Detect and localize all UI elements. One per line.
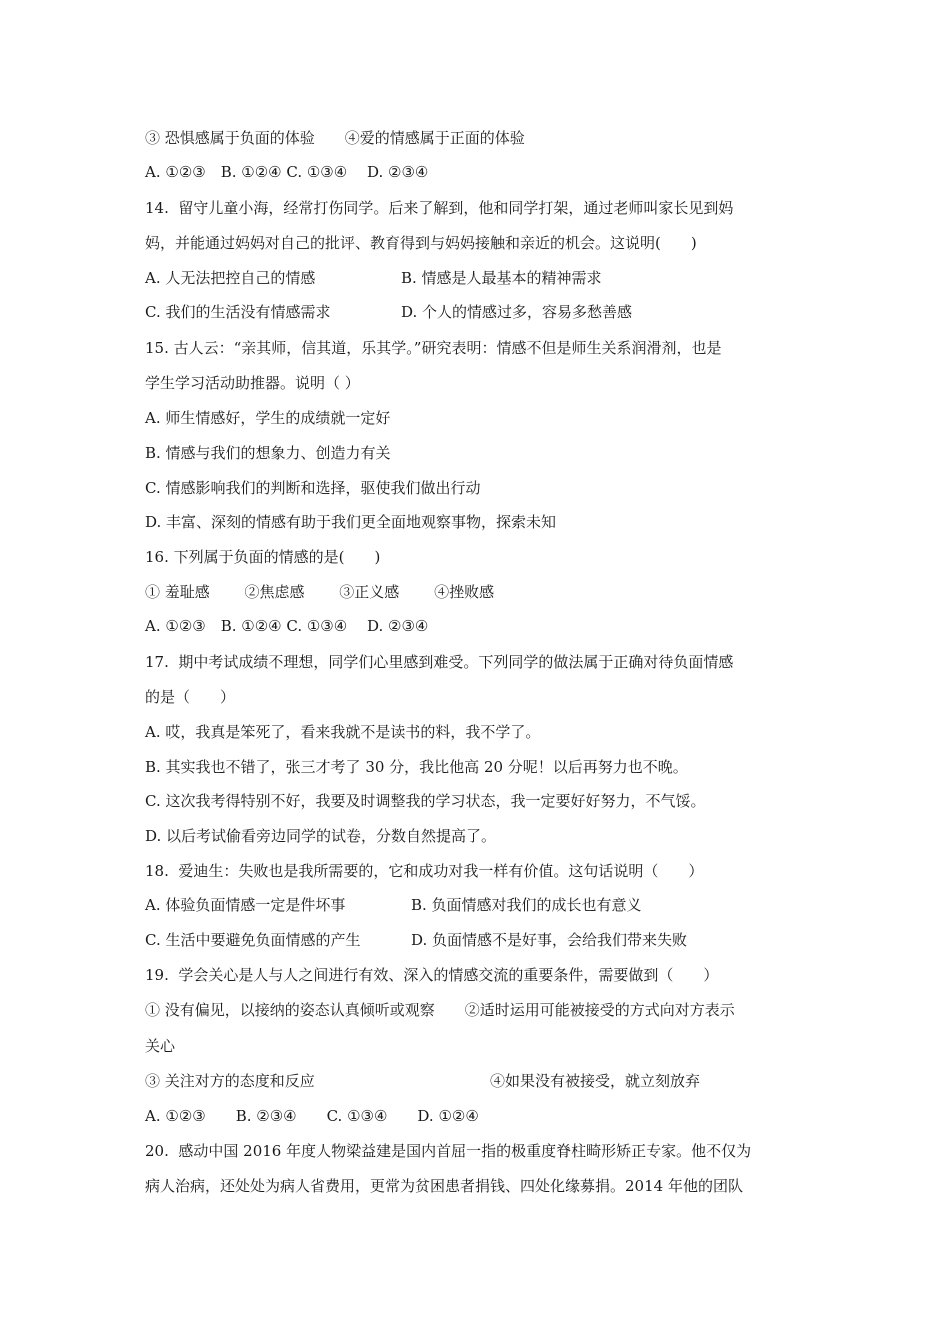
q20-stem-line2: 病人治病，还处处为病人省费用，更常为贫困患者捐钱、四处化缘募捐。2014 年他的团队	[145, 1177, 743, 1195]
q15-option-c: C. 情感影响我们的判断和选择，驱使我们做出行动	[145, 479, 481, 497]
q18-option-d: D. 负面情感不是好事，会给我们带来失败	[411, 931, 688, 949]
q15-option-a: A. 师生情感好，学生的成绩就一定好	[145, 409, 391, 427]
q19-items-line2: 关心	[145, 1037, 176, 1055]
q18-option-c: C. 生活中要避免负面情感的产生	[145, 931, 361, 949]
q18-option-a: A. 体验负面情感一定是件坏事	[145, 896, 346, 914]
q14-stem-line1: 14. 留守儿童小海，经常打伤同学。后来了解到，他和同学打架，通过老师叫家长见到妈	[145, 199, 734, 217]
q18-option-b: B. 负面情感对我们的成长也有意义	[411, 896, 642, 914]
q17-option-d: D. 以后考试偷看旁边同学的试卷，分数自然提高了。	[145, 827, 497, 845]
q14-option-b: B. 情感是人最基本的精神需求	[401, 269, 602, 287]
q17-option-a: A. 哎，我真是笨死了，看来我就不是读书的料，我不学了。	[145, 723, 541, 741]
q15-option-d: D. 丰富、深刻的情感有助于我们更全面地观察事物，探索未知	[145, 513, 557, 531]
q19-options: A. ①②③ B. ②③④ C. ①③④ D. ①②④	[145, 1107, 479, 1125]
q15-stem-line2: 学生学习活动助推器。说明（ ）	[145, 374, 360, 392]
q17-stem-line2: 的是（ ）	[145, 688, 236, 706]
q19-stem: 19. 学会关心是人与人之间进行有效、深入的情感交流的重要条件，需要做到（ ）	[145, 966, 719, 984]
q19-item-3: ③ 关注对方的态度和反应	[145, 1072, 315, 1090]
q19-item-4: ④如果没有被接受，就立刻放弃	[490, 1072, 701, 1090]
q15-option-b: B. 情感与我们的想象力、创造力有关	[145, 444, 391, 462]
q19-items-line1: ① 没有偏见，以接纳的姿态认真倾听或观察 ②适时运用可能被接受的方式向对方表示	[145, 1001, 735, 1019]
q17-stem-line1: 17. 期中考试成绩不理想，同学们心里感到难受。下列同学的做法属于正确对待负面情感	[145, 653, 734, 671]
q14-option-a: A. 人无法把控自己的情感	[145, 269, 316, 287]
q14-option-d: D. 个人的情感过多，容易多愁善感	[401, 303, 633, 321]
q15-stem-line1: 15. 古人云：“亲其师，信其道，乐其学。”研究表明：情感不但是师生关系润滑剂，也是	[145, 339, 722, 357]
q17-option-c: C. 这次我考得特别不好，我要及时调整我的学习状态，我一定要好好努力，不气馁。	[145, 792, 706, 810]
q14-stem-line2: 妈，并能通过妈妈对自己的批评、教育得到与妈妈接触和亲近的机会。这说明( )	[145, 234, 697, 252]
q17-option-b: B. 其实我也不错了，张三才考了 30 分，我比他高 20 分呢！以后再努力也不晚。	[145, 758, 688, 776]
q13-items-line: ③ 恐惧感属于负面的体验 ④爱的情感属于正面的体验	[145, 129, 525, 147]
q18-stem: 18. 爱迪生：失败也是我所需要的，它和成功对我一样有价值。这句话说明（ ）	[145, 862, 704, 880]
q16-items: ① 羞耻感 ②焦虑感 ③正义感 ④挫败感	[145, 583, 495, 601]
q16-options: A. ①②③ B. ①②④ C. ①③④ D. ②③④	[145, 617, 429, 635]
q14-option-c: C. 我们的生活没有情感需求	[145, 303, 331, 321]
q16-stem: 16. 下列属于负面的情感的是( )	[145, 548, 381, 566]
q13-options-line: A. ①②③ B. ①②④ C. ①③④ D. ②③④	[145, 163, 429, 181]
q20-stem-line1: 20. 感动中国 2016 年度人物梁益建是国内首屈一指的极重度脊柱畸形矫正专家。他不仅为	[145, 1142, 752, 1160]
